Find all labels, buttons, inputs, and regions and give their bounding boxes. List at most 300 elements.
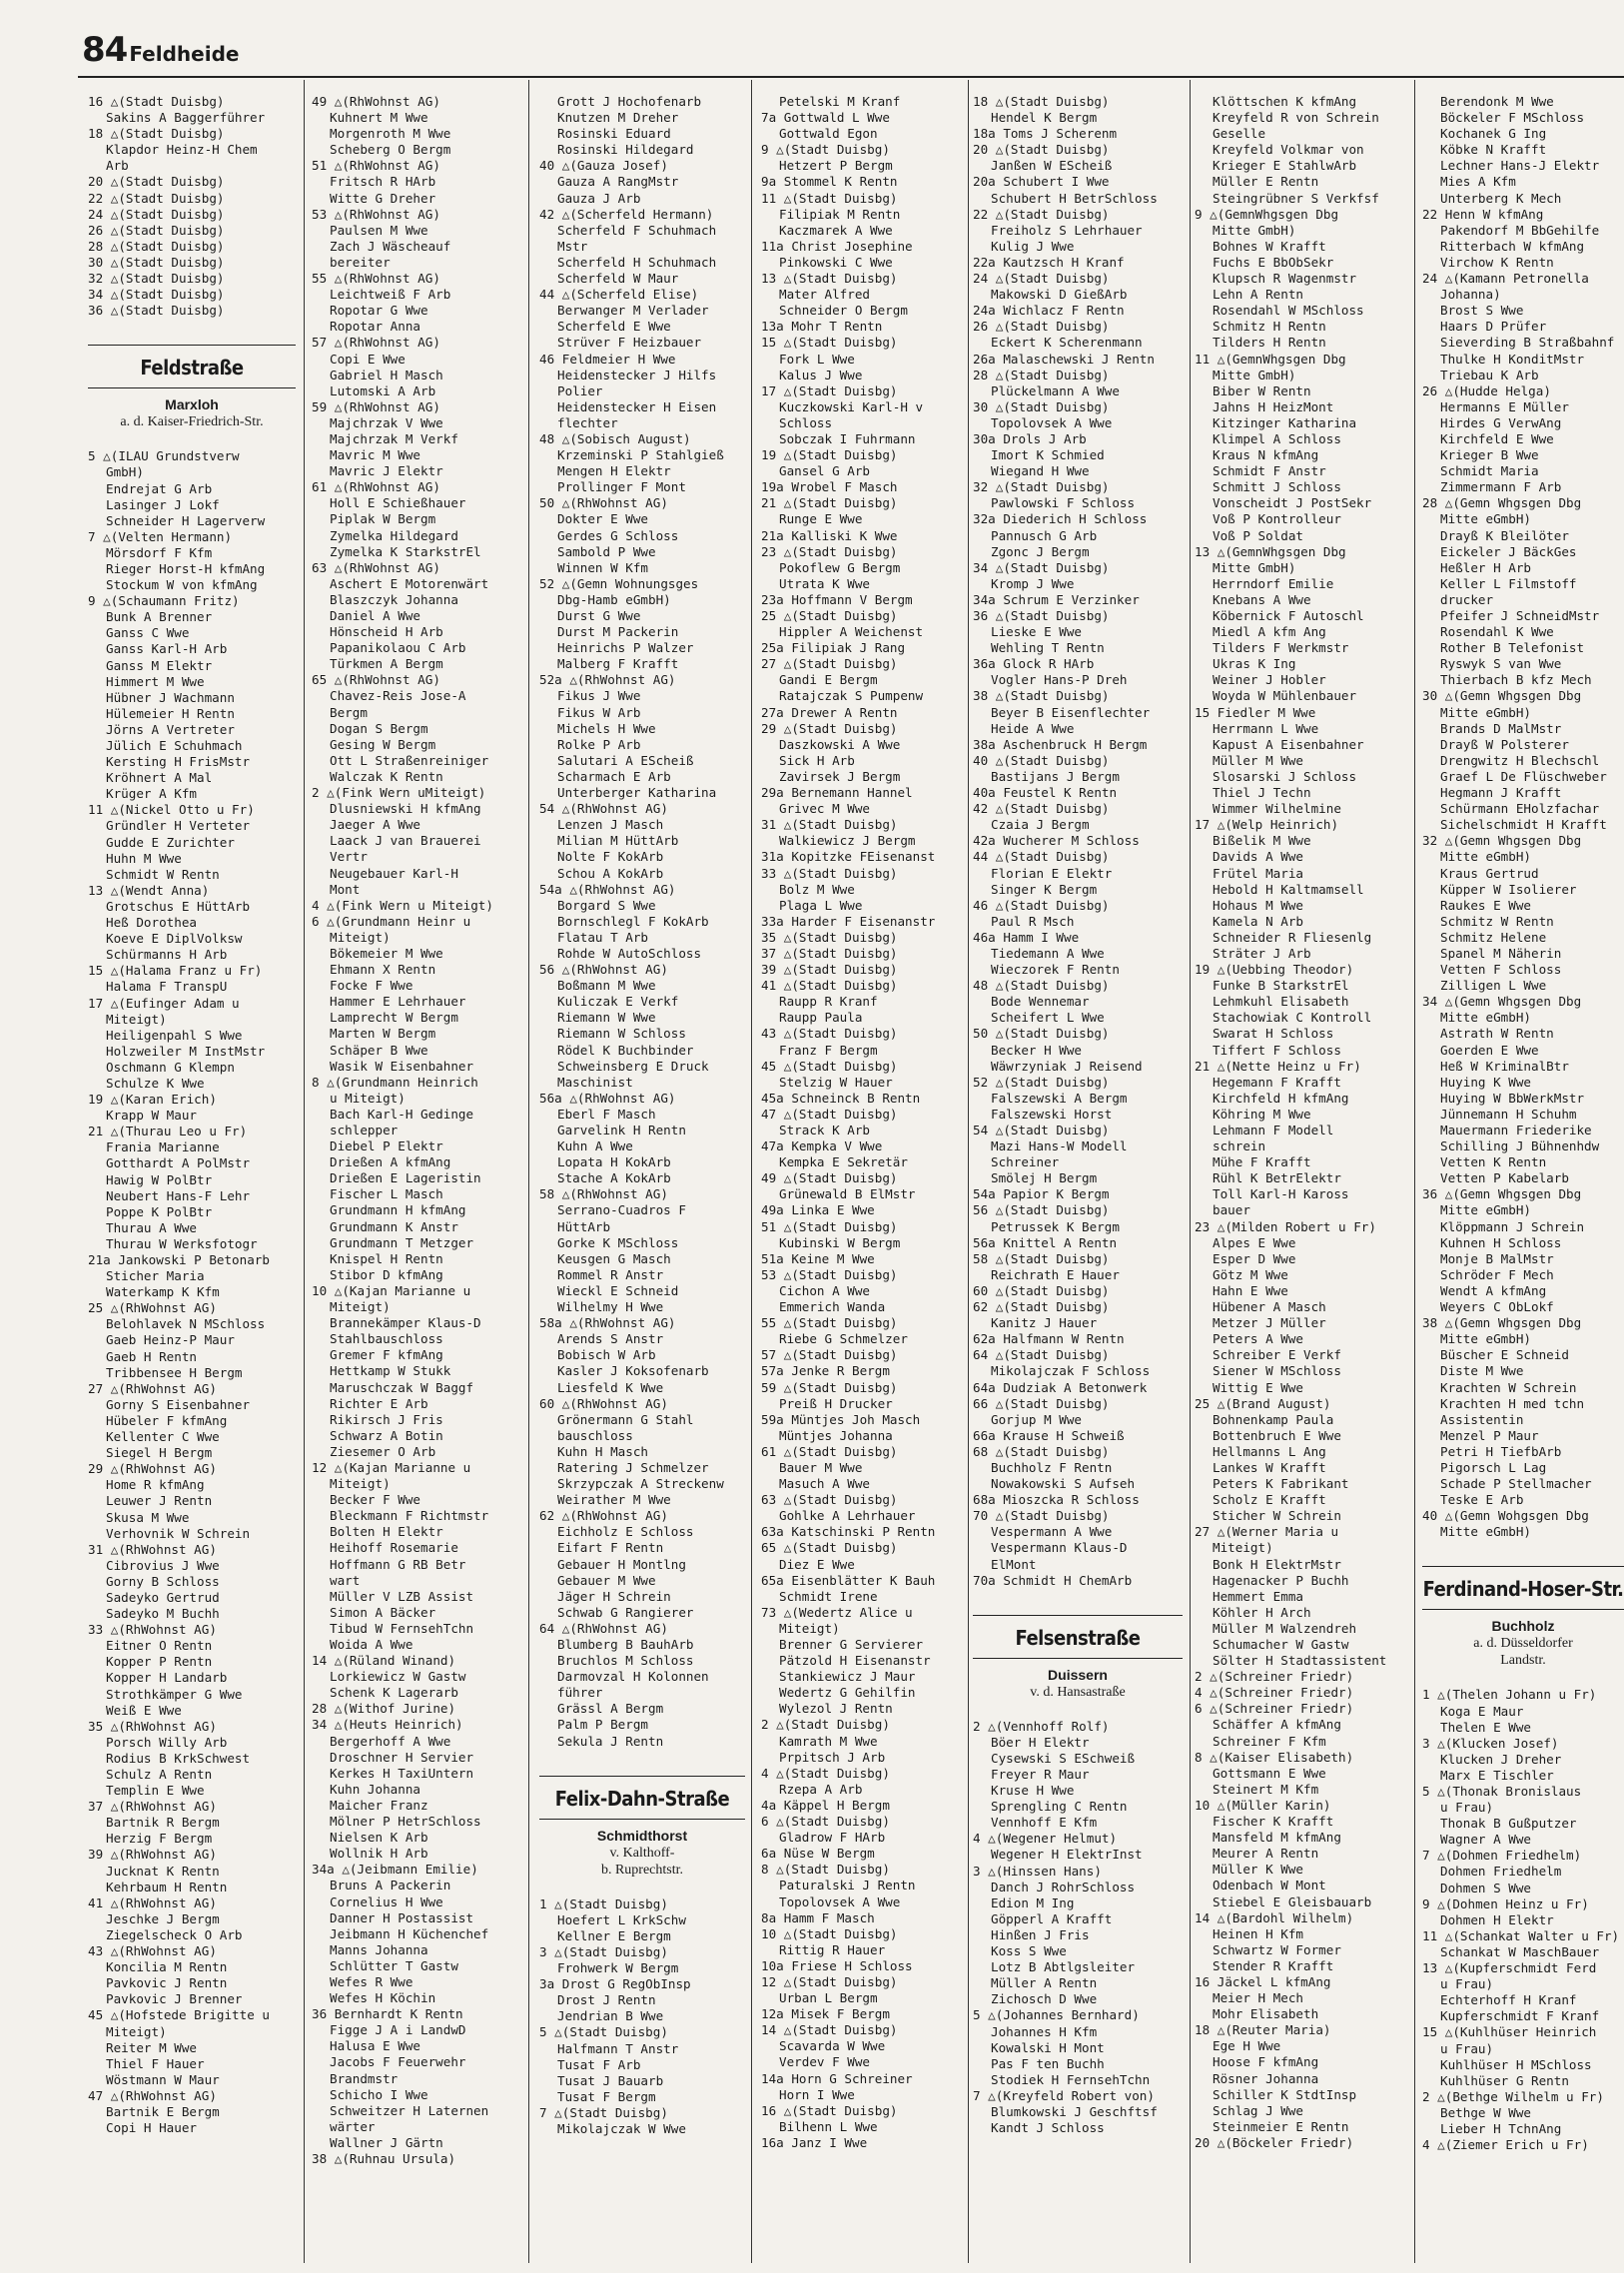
resident-entry: Grundmann H kfmAng [330, 1202, 466, 1218]
resident-entry: Kellner E Bergm [557, 1927, 671, 1943]
resident-entry: Czaia J Bergm [991, 817, 1090, 833]
resident-entry: Kapust A Eisenbahner [1213, 736, 1364, 752]
resident-entry: Thurau A Wwe [106, 1219, 197, 1235]
resident-entry: Steingrübner S Verkfsf [1213, 190, 1379, 206]
house-number-entry: 38a Aschenbruck H Bergm [973, 736, 1148, 752]
house-number-entry: 34 △(Stadt Duisbg) [973, 559, 1110, 575]
resident-entry: Jünnemann H Schuhm [1440, 1106, 1577, 1122]
house-number-entry: 21 △(Stadt Duisbg) [761, 495, 898, 511]
house-number-entry: 64 △(Stadt Duisbg) [973, 1347, 1110, 1363]
resident-entry: Knebans A Wwe [1213, 591, 1311, 607]
house-number-entry: 21a Kalliski K Wwe [761, 527, 898, 543]
resident-entry: Swarat H Schloss [1213, 1026, 1334, 1042]
resident-entry: Jendrian B Wwe [557, 2008, 664, 2024]
resident-entry: Danch J RohrSchloss [991, 1879, 1136, 1894]
house-number-entry: 62 △(Stadt Duisbg) [973, 1299, 1110, 1315]
resident-entry: Blumkowski J Geschftsf [991, 2103, 1158, 2119]
resident-entry: Prpitsch J Arb [779, 1749, 886, 1765]
resident-entry: Hübner J Wachmann [106, 689, 235, 705]
resident-entry: Durst M Packerin [557, 624, 679, 640]
resident-entry: Kuhnen H Schloss [1440, 1234, 1562, 1250]
resident-entry: Schmidt W Rentn [106, 866, 220, 882]
resident-entry: Hebold H Kaltmamsell [1213, 881, 1364, 897]
resident-entry: Krieger B Wwe [1440, 447, 1539, 463]
resident-entry: flechter [557, 414, 618, 430]
house-number-entry: 6a Nüse W Bergm [761, 1846, 875, 1862]
house-number-entry: 7 △(Dohmen Friedhelm) [1422, 1848, 1582, 1864]
house-number-entry: 46 Feldmeier H Wwe [539, 351, 676, 367]
house-number-entry: 49 △(Stadt Duisbg) [761, 1170, 898, 1186]
resident-entry: Mikolajczak F Schloss [991, 1363, 1151, 1379]
resident-entry: Runge E Wwe [779, 511, 863, 527]
resident-entry: Miteigt) [330, 1476, 391, 1492]
house-number-entry: 19 △(Karan Erich) [88, 1092, 217, 1108]
resident-entry: Wagner A Wwe [1440, 1832, 1531, 1848]
column-4 [761, 94, 966, 2261]
resident-entry: Copi E Wwe [330, 351, 406, 367]
resident-entry: Ganss C Wwe [106, 625, 190, 641]
house-number-entry: 15 △(Stadt Duisbg) [761, 335, 898, 351]
resident-entry: Koncilia M Rentn [106, 1959, 228, 1975]
resident-entry: Riemann W Wwe [557, 1010, 656, 1026]
resident-entry: Gauza J Arb [557, 190, 641, 206]
resident-entry: Piplak W Bergm [330, 511, 436, 527]
resident-entry: Liesfeld K Wwe [557, 1379, 664, 1395]
resident-entry: Bobisch W Arb [557, 1347, 656, 1363]
resident-entry: Schneider H Lagerverw [106, 512, 266, 528]
house-number-entry: 57 △(RhWohnst AG) [312, 335, 440, 351]
resident-entry: Kruse H Wwe [991, 1783, 1075, 1799]
resident-entry: Poppe K PolBtr [106, 1203, 213, 1219]
house-number-entry: 9 △(Stadt Duisbg) [761, 142, 890, 158]
resident-entry: Leuwer J Rentn [106, 1493, 213, 1509]
resident-entry: Vonscheidt J PostSekr [1213, 495, 1372, 511]
resident-entry: Wylezol J Rentn [779, 1701, 893, 1717]
resident-entry: Kraus Gertrud [1440, 865, 1539, 881]
resident-entry: Lamprecht W Bergm [330, 1010, 458, 1026]
resident-entry: Schenk K Lagerarb [330, 1685, 458, 1701]
resident-entry: u Miteigt) [330, 1090, 406, 1106]
resident-entry: Meurer A Rentn [1213, 1846, 1319, 1862]
spacer [973, 1701, 1183, 1711]
resident-entry: Schäper B Wwe [330, 1042, 428, 1058]
resident-entry: Mauermann Friederike [1440, 1123, 1592, 1137]
resident-entry: Drost J Rentn [557, 1992, 656, 2008]
resident-entry: Müller A Rentn [991, 1975, 1098, 1991]
resident-entry: Reichrath E Hauer [991, 1266, 1120, 1282]
house-number-entry: 46a Hamm I Wwe [973, 929, 1080, 945]
house-number-entry: 19 △(Stadt Duisbg) [761, 447, 898, 463]
resident-entry: Preiß H Drucker [779, 1395, 893, 1411]
house-number-entry: 22 △(Stadt Duisbg) [88, 190, 225, 206]
resident-entry: Eberl F Masch [557, 1106, 656, 1122]
house-number-entry: 54a Papior K Bergm [973, 1186, 1110, 1202]
resident-entry: Diste M Wwe [1440, 1363, 1524, 1379]
resident-entry: Rommel R Anstr [557, 1266, 664, 1282]
resident-entry: Wieczorek F Rentn [991, 962, 1120, 978]
resident-entry: Krachten H med tchn [1440, 1395, 1585, 1411]
house-number-entry: 33 △(RhWohnst AG) [88, 1622, 217, 1638]
street-location: a. d. Düsseldorfer [1473, 1636, 1573, 1652]
house-number-entry: 53 △(RhWohnst AG) [312, 206, 440, 222]
resident-entry: Gremer F kfmAng [330, 1347, 443, 1363]
resident-entry: Lehn A Rentn [1213, 287, 1303, 303]
resident-entry: Sprengling C Rentn [991, 1799, 1128, 1815]
page-number: 84 [82, 30, 128, 70]
house-number-entry: 21 △(Thurau Leo u Fr) [88, 1124, 248, 1139]
resident-entry: wart [330, 1572, 361, 1588]
resident-entry: Lankes W Krafft [1213, 1459, 1326, 1475]
house-number-entry: 48 △(Stadt Duisbg) [973, 978, 1110, 994]
resident-entry: Wieckl E Schneid [557, 1282, 679, 1298]
house-number-entry: 13 △(Wendt Anna) [88, 882, 210, 898]
resident-entry: Riebe G Schmelzer [779, 1331, 908, 1347]
street-name: Ferdinand-Hoser-Str. [1422, 1577, 1624, 1602]
resident-entry: Kreyfeld R von Schrein [1213, 110, 1379, 126]
resident-entry: Bunk A Brenner [106, 609, 213, 625]
column-divider [528, 80, 529, 2263]
house-number-entry: 56a Knittel A Rentn [973, 1234, 1118, 1250]
house-number-entry: 28 △(Stadt Duisbg) [88, 238, 225, 254]
resident-entry: Freyer R Maur [991, 1767, 1090, 1782]
resident-entry: Flatau T Arb [557, 929, 648, 945]
resident-entry: Durst G Wwe [557, 608, 641, 623]
resident-entry: Mühe F Krafft [1213, 1154, 1311, 1170]
street-location: v. d. Hansastraße [1030, 1684, 1126, 1700]
resident-entry: Diebel P Elektr [330, 1138, 443, 1154]
resident-entry: Vertr [330, 849, 368, 865]
house-number-entry: 15 △(Halama Franz u Fr) [88, 963, 263, 979]
resident-entry: Scheberg O Bergm [330, 142, 451, 158]
resident-entry: Thurau W Werksfotogr [106, 1235, 258, 1251]
house-number-entry: 24 △(Stadt Duisbg) [973, 271, 1110, 287]
house-number-entry: 26 △(Stadt Duisbg) [973, 319, 1110, 335]
resident-entry: Emmerich Wanda [779, 1299, 886, 1315]
resident-entry: Raupp R Kranf [779, 994, 878, 1010]
house-number-entry: 59 △(Stadt Duisbg) [761, 1379, 898, 1395]
resident-entry: Walczak K Rentn [330, 768, 443, 784]
resident-entry: Himmert M Wwe [106, 673, 205, 689]
resident-entry: Cysewski S ESchweiß [991, 1750, 1136, 1766]
resident-entry: Cibrovius J Wwe [106, 1557, 220, 1573]
resident-entry: Topolovsek A Wwe [779, 1894, 901, 1909]
resident-entry: Peters A Wwe [1213, 1331, 1303, 1347]
resident-entry: Vespermann Klaus-D [991, 1540, 1128, 1556]
resident-entry: Heiligenpahl S Wwe [106, 1027, 243, 1043]
resident-entry: Schulz A Rentn [106, 1767, 213, 1782]
resident-entry: Horn I Wwe [779, 2086, 855, 2102]
house-number-entry: 15 △(Kuhlhüser Heinrich [1422, 2024, 1597, 2040]
resident-entry: Wittig E Wwe [1213, 1379, 1303, 1395]
resident-entry: Sick H Arb [779, 752, 855, 768]
resident-entry: Mörsdorf F Kfm [106, 544, 213, 560]
resident-entry: Kasler J Koksofenarb [557, 1363, 709, 1379]
house-number-entry: 18 △(Stadt Duisbg) [88, 126, 225, 142]
resident-entry: Heidenstecker J Hilfs [557, 367, 717, 382]
house-number-entry: 5 △(ILAU Grundstverw [88, 448, 240, 464]
resident-entry: Dlusniewski H kfmAng [330, 801, 481, 817]
house-number-entry: 34a Schrum E Verzinker [973, 591, 1140, 607]
house-number-entry: 45a Schneinck B Rentn [761, 1090, 921, 1106]
resident-entry: Herrndorf Emilie [1213, 575, 1334, 591]
resident-entry: Scherfeld H Schuhmach [557, 254, 717, 270]
resident-entry: Tiedemann A Wwe [991, 945, 1105, 961]
resident-entry: Sadeyko M Buchh [106, 1606, 220, 1622]
resident-entry: Miteigt) [779, 1620, 840, 1636]
resident-entry: Biber W Rentn [1213, 382, 1311, 398]
house-number-entry: 45 △(Hofstede Brigitte u [88, 2007, 270, 2023]
resident-entry: Bode Wennemar [991, 994, 1090, 1010]
resident-entry: Graef L De Flüschweber [1440, 768, 1607, 784]
resident-entry: Schwartz W Former [1213, 1941, 1341, 1957]
resident-entry: Petrussek K Bergm [991, 1218, 1120, 1234]
resident-entry: Kuhn A Wwe [557, 1138, 633, 1154]
resident-entry: Manns Johanna [330, 1941, 428, 1957]
house-number-entry: 65 △(Stadt Duisbg) [761, 1540, 898, 1556]
resident-entry: Morgenroth M Wwe [330, 126, 451, 142]
street-heading [973, 1615, 1183, 1711]
resident-entry: Siener W MSchloss [1213, 1363, 1341, 1379]
resident-entry: Kraus N kfmAng [1213, 447, 1319, 463]
resident-entry: Jülich E Schuhmach [106, 738, 243, 753]
house-number-entry: 29 △(RhWohnst AG) [88, 1461, 217, 1477]
resident-entry: Herrmann L Wwe [1213, 720, 1319, 736]
resident-entry: Kaczmarek A Wwe [779, 222, 893, 238]
resident-entry: Zimmermann F Arb [1440, 479, 1562, 495]
resident-entry: Ege H Wwe [1213, 2038, 1281, 2054]
house-number-entry: 34a △(Jeibmann Emilie) [312, 1862, 478, 1878]
column-3 [539, 94, 745, 2261]
resident-entry: Topolovsek A Wwe [991, 414, 1113, 430]
house-number-entry: 27 △(Stadt Duisbg) [761, 656, 898, 672]
resident-entry: Gottsmann E Wwe [1213, 1765, 1326, 1781]
house-number-entry: 34 △(Stadt Duisbg) [88, 287, 225, 303]
resident-entry: Esper D Wwe [1213, 1250, 1296, 1266]
resident-entry: Florian E Elektr [991, 865, 1113, 881]
house-number-entry: 61 △(RhWohnst AG) [312, 479, 440, 495]
resident-entry: Kopper H Landarb [106, 1670, 228, 1686]
resident-entry: Kirchfeld H kfmAng [1213, 1090, 1349, 1106]
house-number-entry: 20 △(Stadt Duisbg) [973, 142, 1110, 158]
house-number-entry: 47 △(Stadt Duisbg) [761, 1106, 898, 1122]
resident-entry: Schneider R Fliesenlg [1213, 929, 1372, 945]
house-number-entry: 15 Fiedler M Wwe [1195, 704, 1316, 720]
house-number-entry: 22 Henn W kfmAng [1422, 206, 1544, 222]
resident-entry: Bergerhoff A Wwe [330, 1733, 451, 1749]
resident-entry: Arb [106, 158, 129, 174]
resident-entry: Ropotar G Wwe [330, 303, 428, 319]
house-number-entry: 14 △(Bardohl Wilhelm) [1195, 1909, 1354, 1925]
house-number-entry: 55 △(RhWohnst AG) [312, 271, 440, 287]
resident-entry: Jeschke J Bergm [106, 1910, 220, 1926]
resident-entry: Büscher E Schneid [1440, 1347, 1569, 1363]
resident-entry: Klupsch R Wagenmstr [1213, 271, 1357, 287]
street-rule [88, 387, 296, 388]
house-number-entry: 42 △(Scherfeld Hermann) [539, 206, 714, 222]
house-number-entry: 59a Müntjes Joh Masch [761, 1411, 921, 1427]
resident-entry: Tilders F Werkmstr [1213, 640, 1349, 656]
house-number-entry: 4 △(Fink Wern u Miteigt) [312, 897, 493, 913]
resident-entry: Ratering J Schmelzer [557, 1459, 709, 1475]
resident-entry: Marten W Bergm [330, 1026, 436, 1042]
resident-entry: Unterberger Katharina [557, 785, 717, 801]
resident-entry: Mansfeld M kfmAng [1213, 1830, 1341, 1846]
resident-entry: Kreyfeld Volkmar von [1213, 142, 1364, 158]
resident-entry: Laack J van Brauerei [330, 833, 481, 849]
resident-entry: Berwanger M Verlader [557, 303, 709, 319]
resident-entry: Plückelmann A Wwe [991, 382, 1120, 398]
resident-entry: Heinen H Kfm [1213, 1925, 1303, 1941]
resident-entry: Mavric M Wwe [330, 447, 420, 463]
resident-entry: Majchrzak M Verkf [330, 430, 458, 446]
house-number-entry: 58 △(RhWohnst AG) [539, 1186, 668, 1202]
resident-entry: Salutari A EScheiß [557, 752, 694, 768]
house-number-entry: 13 △(Stadt Duisbg) [761, 271, 898, 287]
house-number-entry: 62 △(RhWohnst AG) [539, 1508, 668, 1524]
resident-entry: Falszewski Horst [991, 1106, 1113, 1122]
district-name: Buchholz [1491, 1618, 1555, 1635]
resident-entry: Schmitz W Rentn [1440, 913, 1554, 929]
resident-entry: Pinkowski C Wwe [779, 254, 893, 270]
resident-entry: Bonk H ElektrMstr [1213, 1556, 1341, 1572]
resident-entry: Spanel M Näherin [1440, 945, 1562, 961]
resident-entry: Wallner J Gärtn [330, 2134, 443, 2150]
resident-entry: Schicho I Wwe [330, 2086, 428, 2102]
resident-entry: Tribbensee H Bergm [106, 1364, 243, 1380]
house-number-entry: 64 △(RhWohnst AG) [539, 1620, 668, 1636]
house-number-entry: 51a Keine M Wwe [761, 1250, 875, 1266]
resident-entry: Leichtweiß F Arb [330, 287, 451, 303]
resident-entry: Wehling T Rentn [991, 640, 1105, 656]
resident-entry: Templin E Wwe [106, 1783, 205, 1799]
resident-entry: Schumacher W Gastw [1213, 1637, 1349, 1652]
resident-entry: Frania Marianne [106, 1139, 220, 1155]
resident-entry: Brands D MalMstr [1440, 720, 1562, 736]
resident-entry: Schäffer A kfmAng [1213, 1717, 1341, 1733]
resident-entry: Tilders H Rentn [1213, 335, 1326, 351]
resident-entry: Mitte eGmbH) [1440, 511, 1531, 527]
house-number-entry: 44 △(Stadt Duisbg) [973, 849, 1110, 865]
resident-entry: Bißelik M Wwe [1213, 833, 1311, 849]
resident-entry: Hegemann F Krafft [1213, 1074, 1341, 1090]
resident-entry: Dokter E Wwe [557, 511, 648, 527]
resident-entry: Bleckmann F Richtmstr [330, 1508, 489, 1524]
resident-entry: Holzweiler M InstMstr [106, 1043, 266, 1059]
resident-entry: Hagenacker P Buchh [1213, 1572, 1349, 1588]
resident-entry: Voß P Soldat [1213, 527, 1303, 543]
resident-entry: Stender R Krafft [1213, 1957, 1334, 1973]
house-number-entry: 12 △(Stadt Duisbg) [761, 1973, 898, 1989]
house-number-entry: 65a Eisenblätter K Bauh [761, 1572, 936, 1588]
resident-entry: Rosendahl K Wwe [1440, 624, 1554, 640]
resident-entry: Miteigt) [1213, 1540, 1273, 1556]
resident-entry: Hettkamp W Stukk [330, 1363, 451, 1379]
house-number-entry: 7 △(Stadt Duisbg) [539, 2104, 668, 2120]
resident-entry: Ukras K Ing [1213, 656, 1296, 672]
house-number-entry: 56 △(RhWohnst AG) [539, 962, 668, 978]
house-number-entry: 34 △(Heuts Heinrich) [312, 1717, 463, 1733]
resident-entry: Lieber H TchnAng [1440, 2120, 1562, 2136]
resident-entry: Verdev F Wwe [779, 2054, 870, 2070]
house-number-entry: 23 △(Stadt Duisbg) [761, 543, 898, 559]
resident-entry: Dbg-Hamb eGmbH) [557, 591, 671, 607]
house-number-entry: 30a Drols J Arb [973, 430, 1087, 446]
resident-entry: Kuhn Johanna [330, 1781, 420, 1797]
resident-entry: Copi H Hauer [106, 2120, 197, 2136]
resident-entry: Blumberg B BauhArb [557, 1637, 694, 1652]
resident-entry: Zichosch D Wwe [991, 1991, 1098, 2007]
resident-entry: Rödel K Buchbinder [557, 1042, 694, 1058]
resident-entry: Walkiewicz J Bergm [779, 833, 916, 849]
house-number-entry: 32a Diederich H Schloss [973, 511, 1148, 527]
resident-entry: Mitte eGmbH) [1440, 1202, 1531, 1218]
resident-entry: Kuhlhüser H MSchloss [1440, 2056, 1592, 2072]
resident-entry: u Frau) [1440, 1976, 1494, 1992]
house-number-entry: 39 △(Stadt Duisbg) [761, 962, 898, 978]
resident-entry: Grundmann K Anstr [330, 1218, 458, 1234]
resident-entry: schlepper [330, 1123, 399, 1137]
house-number-entry: 2 △(Bethge Wilhelm u Fr) [1422, 2088, 1604, 2104]
resident-entry: Ritterbach W kfmAng [1440, 238, 1585, 254]
resident-entry: Milian M HüttArb [557, 833, 679, 849]
resident-entry: Wendt A kfmAng [1440, 1282, 1547, 1298]
street-name: Felsenstraße [1015, 1625, 1141, 1650]
resident-entry: Paul R Msch [991, 913, 1075, 929]
house-number-entry: 43 △(RhWohnst AG) [88, 1943, 217, 1959]
resident-entry: Kuhn H Masch [557, 1443, 648, 1459]
resident-entry: Müller K Wwe [1213, 1862, 1303, 1878]
resident-entry: Kempka E Sekretär [779, 1154, 908, 1170]
house-number-entry: 66 △(Stadt Duisbg) [973, 1395, 1110, 1411]
resident-entry: Sambold P Wwe [557, 543, 656, 559]
resident-entry: Neubert Hans-F Lehr [106, 1187, 251, 1203]
page-header [82, 30, 239, 70]
house-number-entry: 4 △(Stadt Duisbg) [761, 1765, 890, 1781]
house-number-entry: 63 △(RhWohnst AG) [312, 559, 440, 575]
resident-entry: Ropotar Anna [330, 319, 420, 335]
district-name: Schmidthorst [596, 1827, 688, 1844]
resident-entry: Eifart F Rentn [557, 1540, 664, 1556]
resident-entry: Krachten W Schrein [1440, 1379, 1577, 1395]
resident-entry: Scavarda W Wwe [779, 2038, 886, 2054]
resident-entry: Bruns A Packerin [330, 1878, 451, 1894]
resident-entry: Köbernick F Autoschl [1213, 608, 1364, 623]
resident-entry: Tibud W FernsehTchn [330, 1620, 474, 1636]
resident-entry: Grott J Hochofenarb [557, 94, 702, 109]
house-number-entry: 36 △(Gemn Whgsgen Dbg [1422, 1186, 1582, 1202]
resident-entry: Mavric J Elektr [330, 463, 443, 479]
resident-entry: Brost S Wwe [1440, 303, 1524, 319]
house-number-entry: 57a Jenke R Bergm [761, 1363, 890, 1379]
house-number-entry: 54 △(RhWohnst AG) [539, 801, 668, 817]
resident-entry: Dogan S Bergm [330, 720, 428, 736]
house-number-entry: 36 △(Stadt Duisbg) [973, 608, 1110, 623]
resident-entry: Miteigt) [106, 1011, 167, 1027]
resident-entry: Kerkes H TaxiUntern [330, 1765, 474, 1781]
resident-entry: drucker [1440, 591, 1494, 607]
resident-entry: Hönscheid H Arb [330, 624, 443, 640]
resident-entry: Wäwrzyniak J Reisend [991, 1058, 1143, 1074]
resident-entry: Schlütter T Gastw [330, 1957, 458, 1973]
house-number-entry: 3a Drost G RegObInsp [539, 1976, 691, 1992]
resident-entry: Strüver F Heizbauer [557, 335, 702, 351]
header-rule [78, 76, 1624, 78]
resident-entry: Prollinger F Mont [557, 479, 686, 495]
resident-entry: Kröhnert A Mal [106, 770, 213, 786]
house-number-entry: 35 △(Stadt Duisbg) [761, 929, 898, 945]
resident-entry: Malberg F Krafft [557, 656, 679, 672]
resident-entry: Hetzert P Bergm [779, 158, 893, 174]
